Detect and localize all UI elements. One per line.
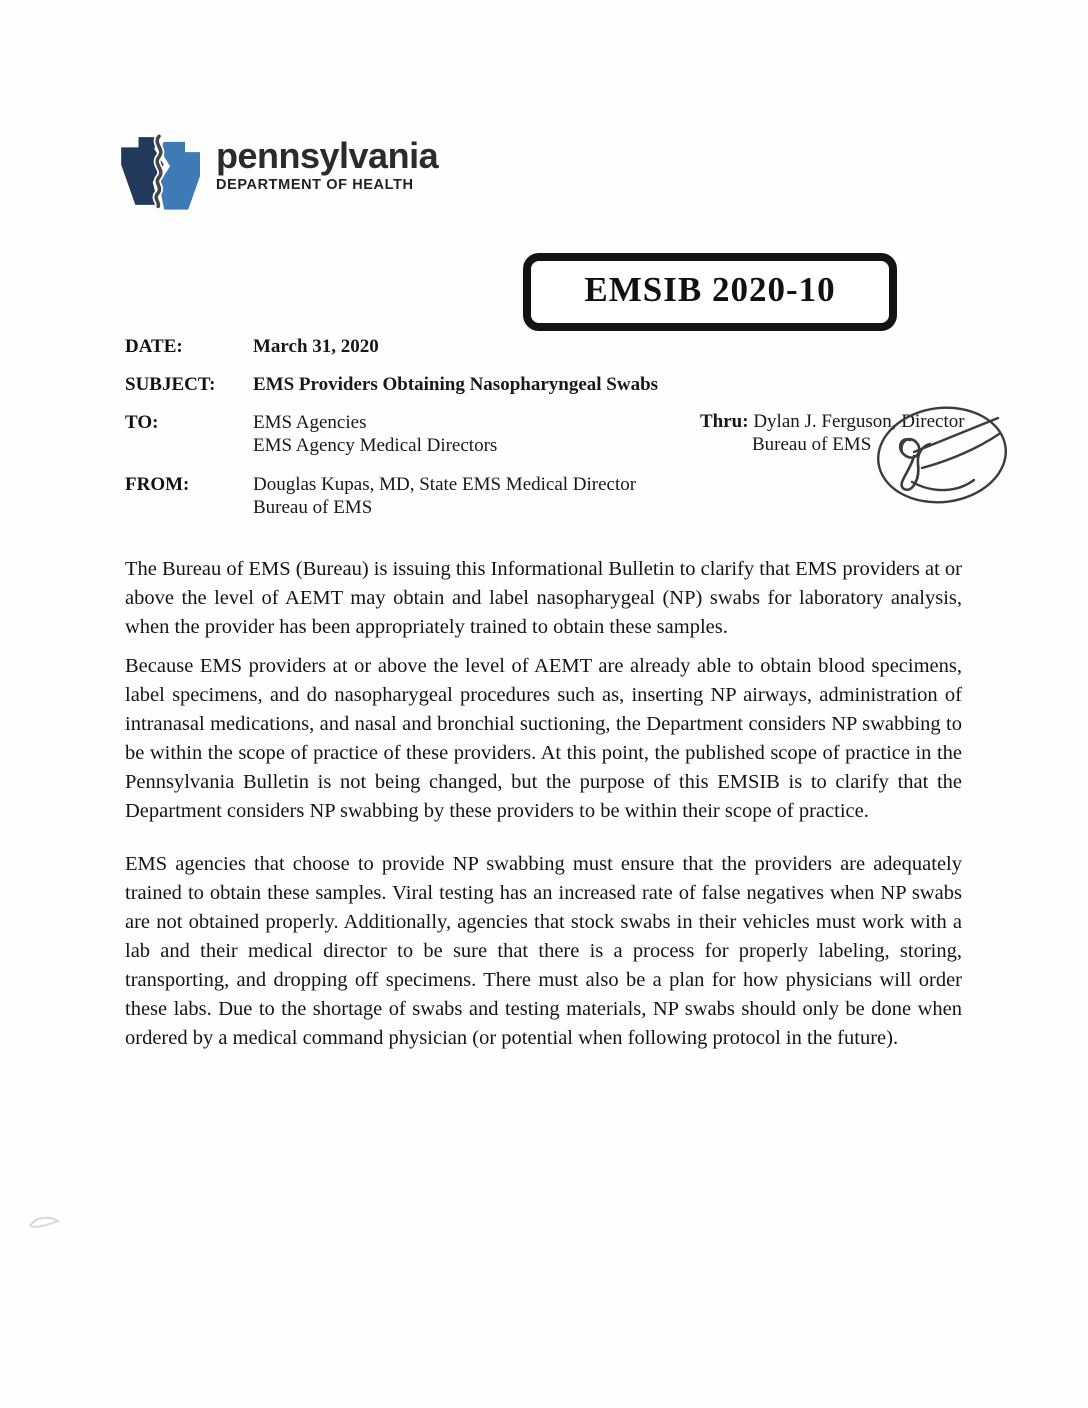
from-line-1: Douglas Kupas, MD, State EMS Medical Director [253, 474, 637, 495]
bulletin-number: EMSIB 2020-10 [584, 270, 836, 309]
signature-loop-1 [900, 439, 919, 457]
signature-scribble [852, 392, 1022, 517]
body-paragraph-1: The Bureau of EMS (Bureau) is issuing this Informational Bulletin to clarify that EMS providers at or above the level of AEMT may obtain and label nasopharygeal (NP) swabs for laboratory analysis, when the provider has been appropriately trained to obtain these samples. [125, 558, 962, 638]
to-line-1: EMS Agencies [253, 412, 367, 433]
signature-stroke-1 [914, 418, 998, 452]
keystone-caduceus-icon [118, 132, 200, 210]
logo-brand-name: pennsylvania [216, 135, 439, 176]
scan-artifact [26, 1212, 66, 1234]
subject-value: EMS Providers Obtaining Nasopharyngeal Swabs [253, 374, 659, 395]
thru-org: Bureau of EMS [752, 434, 872, 455]
logo-text [216, 132, 438, 193]
body-paragraph-3: EMS agencies that choose to provide NP swabbing must ensure that the providers are adequately trained to obtain these samples. Viral testing has an increased rate of false negatives when NP swabs are not obtained properly. Additionally, agencies that stock swabs in their vehicles must work with a lab and their medical director to be sure that there is a process for properly labeling, storing, transporting, and dropping off specimens. There must also be a plan for how physicians will order these labs. Due to the shortage of swabs and testing materials, NP swabs should only be done when ordered by a medical command physician (or potential when following protocol in the future). [125, 853, 962, 1049]
from-line-2: Bureau of EMS [253, 497, 373, 518]
date-value: March 31, 2020 [253, 336, 379, 357]
to-label: TO: [125, 412, 159, 433]
date-label: DATE: [125, 336, 183, 357]
thru-name: Dylan J. Ferguson, Director [753, 411, 965, 432]
signature-oval [873, 401, 1012, 510]
body-paragraph-2: Because EMS providers at or above the level of AEMT are already able to obtain blood specimens, label specimens, and do nasopharygeal procedures such as, inserting NP airways, administration of intranasal medications, and nasal and bronchial suctioning, the Department considers NP swabbing to be within the scope of practice of these providers. At this point, the published scope of practice in the Pennsylvania Bulletin is not being changed, but the purpose of this EMSIB is to clarify that the Department considers NP swabbing by these providers to be within their scope of practice. [125, 655, 962, 822]
signature-tail [912, 480, 974, 490]
signature-stroke-2 [922, 434, 999, 468]
logo-department-name: DEPARTMENT OF HEALTH [216, 177, 414, 193]
from-label: FROM: [125, 474, 190, 495]
bulletin-number-box [523, 253, 897, 331]
thru-label: Thru: [700, 411, 749, 432]
to-line-2: EMS Agency Medical Directors [253, 435, 498, 456]
subject-label: SUBJECT: [125, 374, 216, 395]
pa-doh-logo [118, 132, 438, 210]
